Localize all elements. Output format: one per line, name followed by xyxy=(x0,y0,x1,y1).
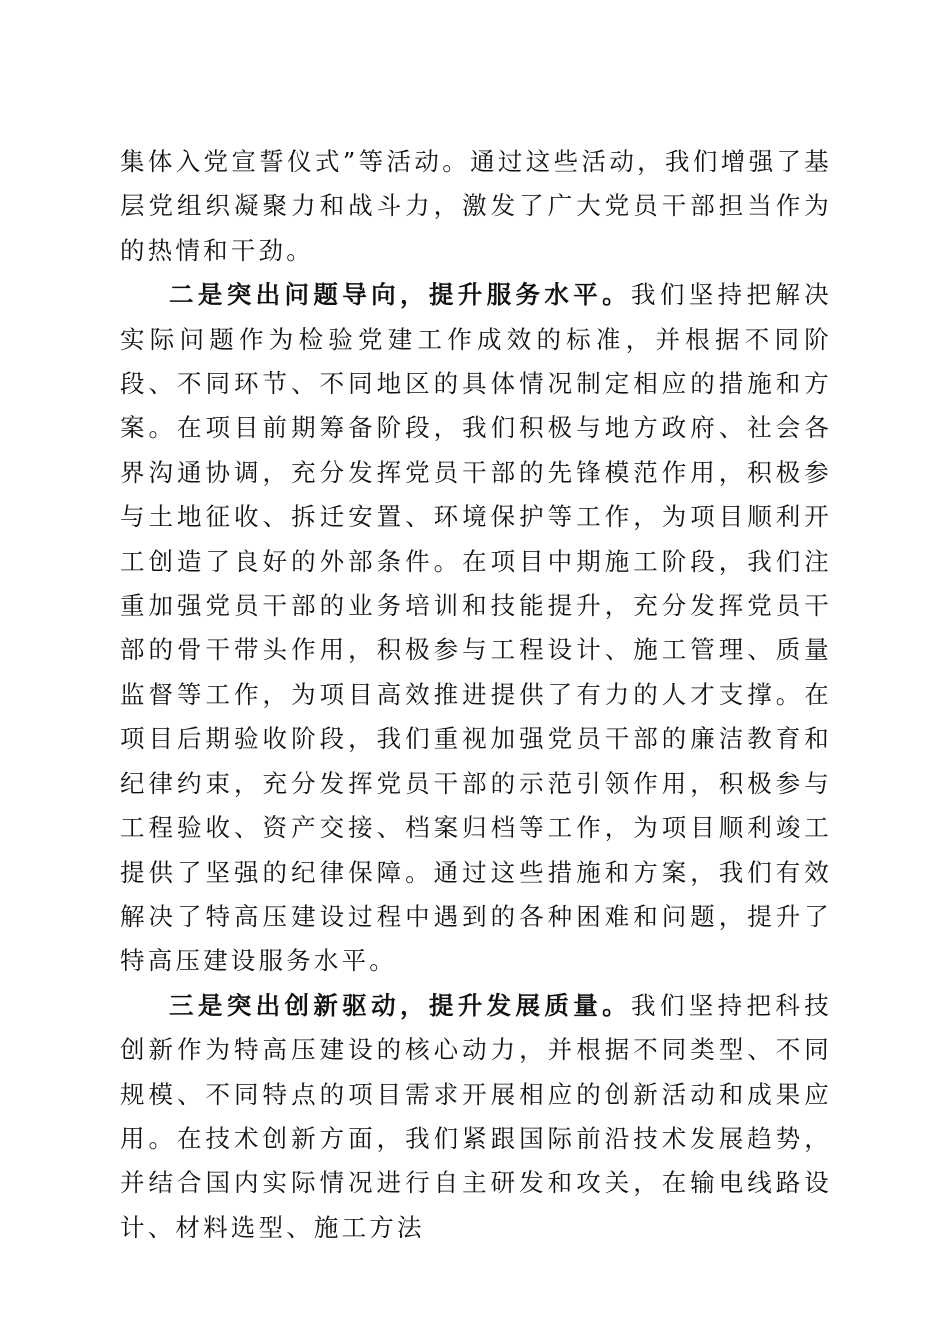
paragraph-lead-heading: 二是突出问题导向，提升服务水平。 xyxy=(169,280,632,310)
paragraph-continuation xyxy=(120,140,832,273)
paragraph-text: 我们坚持把解决实际问题作为检验党建工作成效的标准，并根据不同阶段、不同环节、不同地区的具体情况制定相应的措施和方案。在项目前期筹备阶段，我们积极与地方政府、社会各界沟通协调，充分发挥党员干部的先锋模范作用，积极参与土地征收、拆迁安置、环境保护等工作，为项目顺利开工创造了良好的外部条件。在项目中期施工阶段，我们注重加强党员干部的业务培训和技能提升，充分发挥党员干部的骨干带头作用，积极参与工程设计、施工管理、质量监督等工作，为项目高效推进提供了有力的人才支撑。在项目后期验收阶段，我们重视加强党员干部的廉洁教育和纪律约束，充分发挥党员干部的示范引领作用，积极参与工程验收、资产交接、档案归档等工作，为项目顺利竣工提供了坚强的纪律保障。通过这些措施和方案，我们有效解决了特高压建设过程中遇到的各种困难和问题，提升了特高压建设服务水平。 xyxy=(120,280,832,976)
paragraph-text: 我们坚持把科技创新作为特高压建设的核心动力，并根据不同类型、不同规模、不同特点的项目需求开展相应的创新活动和成果应用。在技术创新方面，我们紧跟国际前沿技术发展趋势，并结合国内实际情况进行自主研发和攻关，在输电线路设计、材料选型、施工方法 xyxy=(120,990,832,1242)
paragraph-innovation-driven xyxy=(120,984,832,1250)
paragraph-problem-orientation xyxy=(120,273,832,984)
document-body xyxy=(120,140,832,1250)
paragraph-lead-heading: 三是突出创新驱动，提升发展质量。 xyxy=(169,990,632,1020)
paragraph-text: 集体入党宣誓仪式”等活动。通过这些活动，我们增强了基层党组织凝聚力和战斗力，激发了广大党员干部担当作为的热情和干劲。 xyxy=(120,147,832,265)
